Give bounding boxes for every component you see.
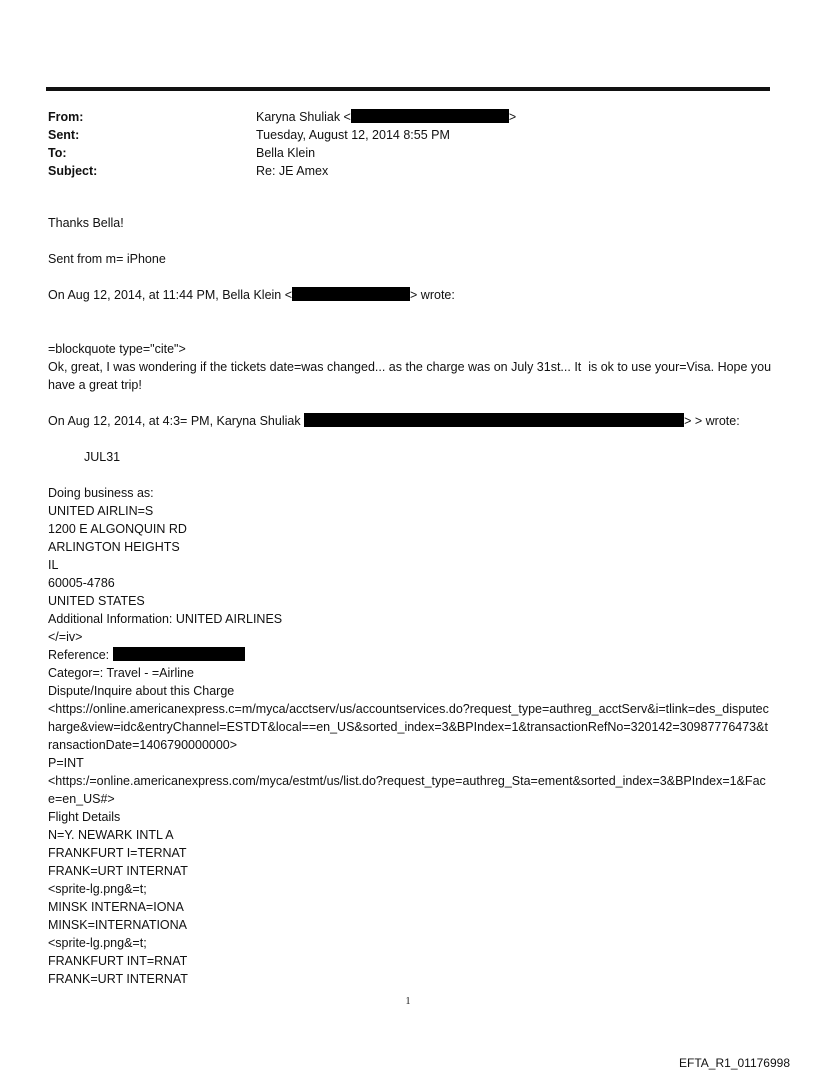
from-value xyxy=(256,108,516,126)
quote-header-1-suffix: > wrote: xyxy=(410,288,455,302)
flight-line: FRANKFURT INT=RNAT xyxy=(48,954,188,968)
sent-from-line: Sent from m= iPhone xyxy=(48,252,166,266)
from-name: Karyna Shuliak < xyxy=(256,110,351,124)
flight-line: FRANK=URT INTERNAT xyxy=(48,972,188,986)
quote-header-2-prefix: On Aug 12, 2014, at 4:3= PM, Karyna Shuliak xyxy=(48,414,305,428)
to-label: To: xyxy=(48,146,67,160)
business-line: 1200 E ALGONQUIN RD xyxy=(48,522,187,536)
flight-line: FRANKFURT I=TERNAT xyxy=(48,846,187,860)
business-line: 60005-4786 xyxy=(48,576,115,590)
quote-header-1-prefix: On Aug 12, 2014, at 11:44 PM, Bella Klein < xyxy=(48,288,293,302)
from-close: > xyxy=(508,110,517,124)
sent-value: Tuesday, August 12, 2014 8:55 PM xyxy=(256,128,450,142)
flight-line: N=Y. NEWARK INTL A xyxy=(48,828,174,842)
flight-line: <sprite-lg.png&=t; xyxy=(48,882,147,896)
reference-label: Reference: xyxy=(48,648,113,662)
statement-url: <https:/=online.americanexpress.com/myca/estmt/us/list.do?request_type=authreg_Sta=ement&sorted_index=3&BPIndex=1&Face=en_US#> xyxy=(48,774,766,806)
business-line: IL xyxy=(48,558,59,572)
transaction-date: JUL31 xyxy=(84,450,121,464)
category-line: Categor=: Travel - =Airline xyxy=(48,666,194,680)
flight-line: MINSK=INTERNATIONA xyxy=(48,918,188,932)
redaction-bar xyxy=(351,109,509,123)
thanks-line: Thanks Bella! xyxy=(48,216,124,230)
subject-value: Re: JE Amex xyxy=(256,164,329,178)
page-number: 1 xyxy=(405,996,411,1007)
document-id: EFTA_R1_01176998 xyxy=(679,1056,790,1070)
flight-line: <sprite-lg.png&=t; xyxy=(48,936,147,950)
dispute-line: Dispute/Inquire about this Charge xyxy=(48,684,235,698)
flight-line: FRANK=URT INTERNAT xyxy=(48,864,188,878)
business-line: UNITED AIRLIN=S xyxy=(48,504,154,518)
print-line: P=INT xyxy=(48,756,84,770)
dispute-url: <https://online.americanexpress.c=m/myca/acctserv/us/accountservices.do?request_type=authreg_acctServ&i=tlink=des_disputecharge&view=idc&entryChannel=ESTDT&local==en_US&sorted_index=3&BPIndex=1&transactionRefNo=320142=30987776473&transactionDate=1406790000000> xyxy=(48,702,769,752)
redaction-bar xyxy=(113,647,245,661)
business-line: ARLINGTON HEIGHTS xyxy=(48,540,180,554)
sent-label: Sent: xyxy=(48,128,80,142)
flight-line: Flight Details xyxy=(48,810,121,824)
subject-label: Subject: xyxy=(48,164,98,178)
header-rule xyxy=(46,87,770,91)
business-line: Doing business as: xyxy=(48,486,154,500)
email-body xyxy=(48,214,775,988)
quote-header-2-suffix: > > wrote: xyxy=(684,414,740,428)
bella-message: Ok, great, I was wondering if the tickets date=was changed... as the charge was on July 31st... It is ok to use your=Visa. Hope you have a great trip! xyxy=(48,360,775,392)
blockquote-marker: =blockquote type="cite"> xyxy=(48,342,186,356)
redaction-bar xyxy=(292,287,410,301)
business-line: Additional Information: UNITED AIRLINES xyxy=(48,612,283,626)
redaction-bar xyxy=(304,413,684,427)
business-line: UNITED STATES xyxy=(48,594,145,608)
to-value: Bella Klein xyxy=(256,146,316,160)
from-label: From: xyxy=(48,110,84,124)
quote-header-2 xyxy=(48,412,772,430)
business-line: </=iv> xyxy=(48,630,83,644)
flight-line: MINSK INTERNA=IONA xyxy=(48,900,184,914)
quote-header-1 xyxy=(48,286,772,304)
reference-line xyxy=(48,646,772,664)
